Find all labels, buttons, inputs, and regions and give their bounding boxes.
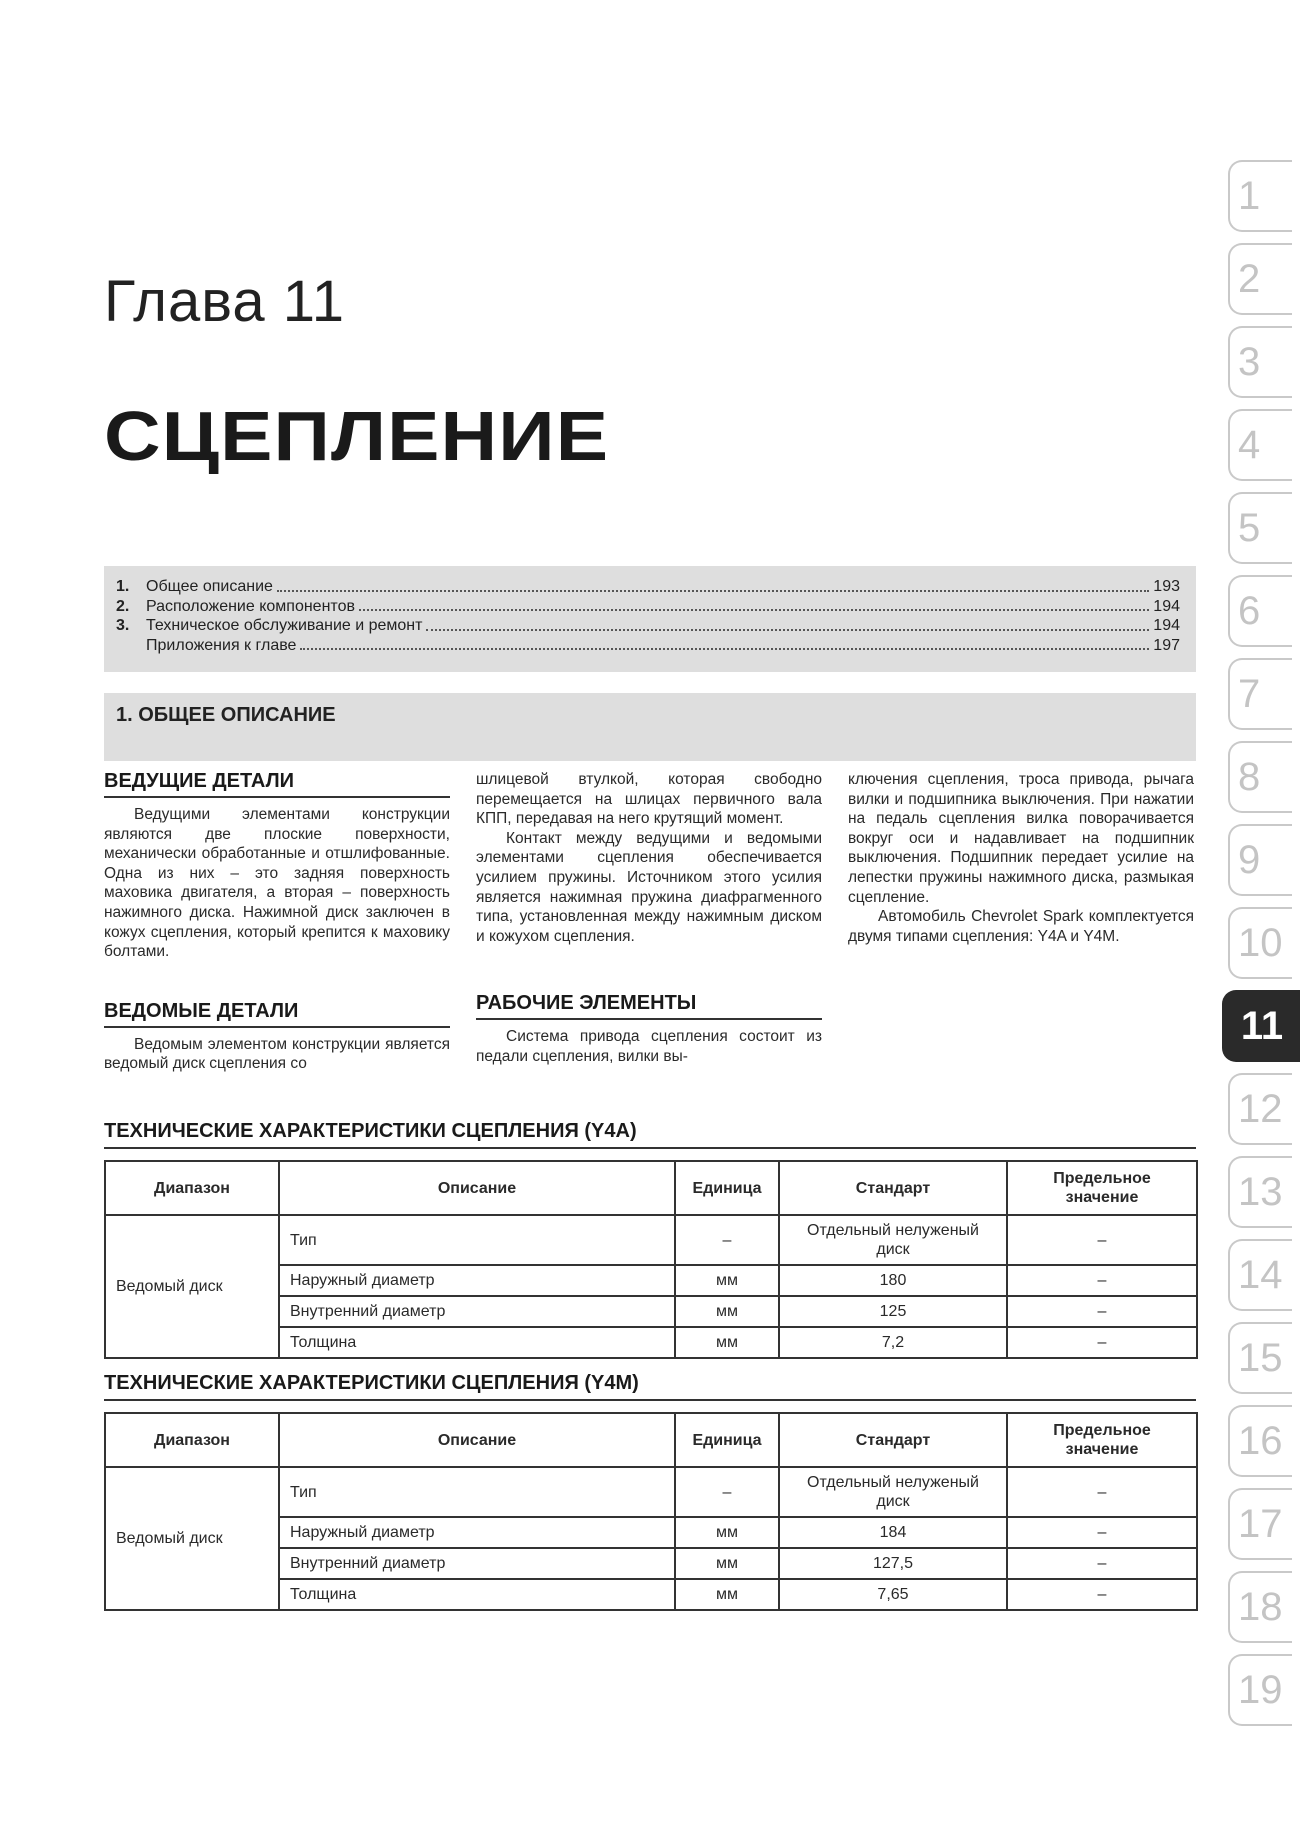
subheading-working-elements: РАБОЧИЕ ЭЛЕМЕНТЫ — [476, 992, 822, 1020]
column-header: Диапазон — [105, 1161, 279, 1215]
section-heading-band — [104, 693, 1196, 761]
chapter-tab[interactable]: 5 — [1228, 492, 1292, 564]
standard-cell: Отдельный нелуженый диск — [779, 1215, 1007, 1265]
table-title-y4a: ТЕХНИЧЕСКИЕ ХАРАКТЕРИСТИКИ СЦЕПЛЕНИЯ (Y4A) — [104, 1120, 1196, 1149]
chapter-tab[interactable]: 18 — [1228, 1571, 1292, 1643]
chapter-tab[interactable]: 13 — [1228, 1156, 1292, 1228]
paragraph: шлицевой втулкой, которая свободно перемещается на шлицах первичного вала КПП, передавая на него крутящий момент. — [476, 771, 822, 828]
toc-leader-dots — [300, 648, 1149, 650]
column-header: Описание — [279, 1161, 675, 1215]
description-cell: Внутренний диаметр — [279, 1296, 675, 1327]
paragraph: Система привода сцепления состоит из педали сцепления, вилки вы- — [476, 1028, 822, 1065]
description-cell: Толщина — [279, 1327, 675, 1358]
toc-entry-number: 1. — [116, 578, 130, 595]
spec-table-y4m — [104, 1412, 1198, 1611]
standard-cell: 127,5 — [779, 1548, 1007, 1579]
table-header-row — [105, 1161, 1197, 1215]
column-header: Стандарт — [779, 1161, 1007, 1215]
limit-cell: – — [1007, 1215, 1197, 1265]
toc-entry-page: 194 — [1153, 597, 1180, 615]
table-row — [105, 1215, 1197, 1265]
chapter-tab[interactable]: 17 — [1228, 1488, 1292, 1560]
standard-cell: 125 — [779, 1296, 1007, 1327]
column-header: Стандарт — [779, 1413, 1007, 1467]
group-cell: Ведомый диск — [105, 1215, 279, 1358]
limit-cell: – — [1007, 1327, 1197, 1358]
chapter-tab[interactable]: 3 — [1228, 326, 1292, 398]
description-cell: Наружный диаметр — [279, 1265, 675, 1296]
standard-cell: Отдельный нелуженый диск — [779, 1467, 1007, 1517]
chapter-tab[interactable]: 14 — [1228, 1239, 1292, 1311]
subheading-driven-parts: ВЕДОМЫЕ ДЕТАЛИ — [104, 1000, 450, 1028]
column-header: Описание — [279, 1413, 675, 1467]
toc-entry-title: Приложения к главе — [146, 636, 297, 654]
chapter-tab[interactable]: 1 — [1228, 160, 1292, 232]
chapter-tab[interactable]: 9 — [1228, 824, 1292, 896]
chapter-tab[interactable]: 10 — [1228, 907, 1292, 979]
text-column-2 — [476, 770, 822, 1067]
chapter-title: СЦЕПЛЕНИЕ — [104, 397, 610, 475]
chapter-tab-active[interactable]: 11 — [1222, 990, 1300, 1062]
unit-cell: мм — [675, 1327, 779, 1358]
chapter-tab[interactable]: 4 — [1228, 409, 1292, 481]
limit-cell: – — [1007, 1265, 1197, 1296]
toc-leader-dots — [277, 590, 1149, 592]
limit-cell: – — [1007, 1296, 1197, 1327]
standard-cell: 180 — [779, 1265, 1007, 1296]
standard-cell: 7,2 — [779, 1327, 1007, 1358]
column-header: Предельное значение — [1007, 1161, 1197, 1215]
description-cell: Тип — [279, 1215, 675, 1265]
chapter-tab[interactable]: 6 — [1228, 575, 1292, 647]
limit-cell: – — [1007, 1467, 1197, 1517]
toc-entry-title: Техническое обслуживание и ремонт — [146, 617, 423, 634]
spec-table-y4a — [104, 1160, 1198, 1359]
subheading-driving-parts: ВЕДУЩИЕ ДЕТАЛИ — [104, 770, 450, 798]
column-header: Диапазон — [105, 1413, 279, 1467]
paragraph: Ведомым элементом конструкции является ведомый диск сцепления со — [104, 1035, 450, 1073]
unit-cell: мм — [675, 1296, 779, 1327]
paragraph: ключения сцепления, троса привода, рычага вилки и подшипника выключения. При нажатии на педаль сцепления вилка поворачивается вокруг оси и надавливает на подшипник выключения. Подшипник передает усилие на лепестки пружины нажимного диска, размыкая сцепление. — [848, 771, 1194, 906]
table-header-row — [105, 1413, 1197, 1467]
table-row — [105, 1467, 1197, 1517]
description-cell: Толщина — [279, 1579, 675, 1610]
paragraph: Ведущими элементами конструкции являются две плоские поверхности, механически обработанные и отшлифованные. Одна из них – это задняя поверхность маховика двигателя, а вторая – поверхность нажимного диска. Нажимной диск заключен в кожух сцепления, который крепится к маховику болтами. — [104, 806, 450, 961]
chapter-contents — [104, 566, 1196, 672]
chapter-label: Глава 11 — [104, 269, 345, 334]
text-column-1 — [104, 770, 450, 1074]
unit-cell: мм — [675, 1579, 779, 1610]
toc-leader-dots — [426, 629, 1149, 631]
toc-entry[interactable] — [116, 616, 1180, 636]
toc-entry[interactable] — [116, 577, 1180, 597]
table-title-y4m: ТЕХНИЧЕСКИЕ ХАРАКТЕРИСТИКИ СЦЕПЛЕНИЯ (Y4M) — [104, 1372, 1196, 1401]
chapter-tab[interactable]: 16 — [1228, 1405, 1292, 1477]
toc-entry-title: Расположение компонентов — [146, 597, 355, 615]
unit-cell: мм — [675, 1265, 779, 1296]
unit-cell: – — [675, 1467, 779, 1517]
paragraph: Контакт между ведущими и ведомыми элементами сцепления обеспечивается усилием пружины. Источником этого усилия является нажимная пружина диафрагменного типа, установленная между нажимным диском и кожухом сцепления. — [476, 829, 822, 945]
toc-entry-page: 194 — [1153, 617, 1180, 634]
unit-cell: – — [675, 1215, 779, 1265]
chapter-tab[interactable]: 19 — [1228, 1654, 1292, 1726]
limit-cell: – — [1007, 1548, 1197, 1579]
unit-cell: мм — [675, 1548, 779, 1579]
standard-cell: 7,65 — [779, 1579, 1007, 1610]
column-header: Единица — [675, 1161, 779, 1215]
limit-cell: – — [1007, 1579, 1197, 1610]
toc-entry-number: 2. — [116, 597, 130, 615]
toc-leader-dots — [359, 609, 1149, 611]
column-header: Единица — [675, 1413, 779, 1467]
description-cell: Внутренний диаметр — [279, 1548, 675, 1579]
toc-entry-page: 197 — [1153, 636, 1180, 654]
toc-entry-page: 193 — [1153, 578, 1180, 595]
unit-cell: мм — [675, 1517, 779, 1548]
toc-entry[interactable] — [116, 636, 1180, 656]
chapter-tab[interactable]: 15 — [1228, 1322, 1292, 1394]
section-title: 1. ОБЩЕЕ ОПИСАНИЕ — [116, 704, 336, 726]
group-cell: Ведомый диск — [105, 1467, 279, 1610]
standard-cell: 184 — [779, 1517, 1007, 1548]
limit-cell: – — [1007, 1517, 1197, 1548]
chapter-tab[interactable]: 2 — [1228, 243, 1292, 315]
paragraph: Автомобиль Chevrolet Spark комплектуется двумя типами сцепления: Y4A и Y4M. — [848, 908, 1194, 945]
column-header: Предельное значение — [1007, 1413, 1197, 1467]
chapter-tab[interactable]: 8 — [1228, 741, 1292, 813]
toc-entry-title: Общее описание — [146, 578, 273, 595]
toc-entry-number: 3. — [116, 617, 130, 634]
description-cell: Тип — [279, 1467, 675, 1517]
chapter-tab[interactable]: 7 — [1228, 658, 1292, 730]
toc-entry[interactable] — [116, 597, 1180, 617]
chapter-tab[interactable]: 12 — [1228, 1073, 1292, 1145]
text-column-3 — [848, 770, 1194, 946]
description-cell: Наружный диаметр — [279, 1517, 675, 1548]
